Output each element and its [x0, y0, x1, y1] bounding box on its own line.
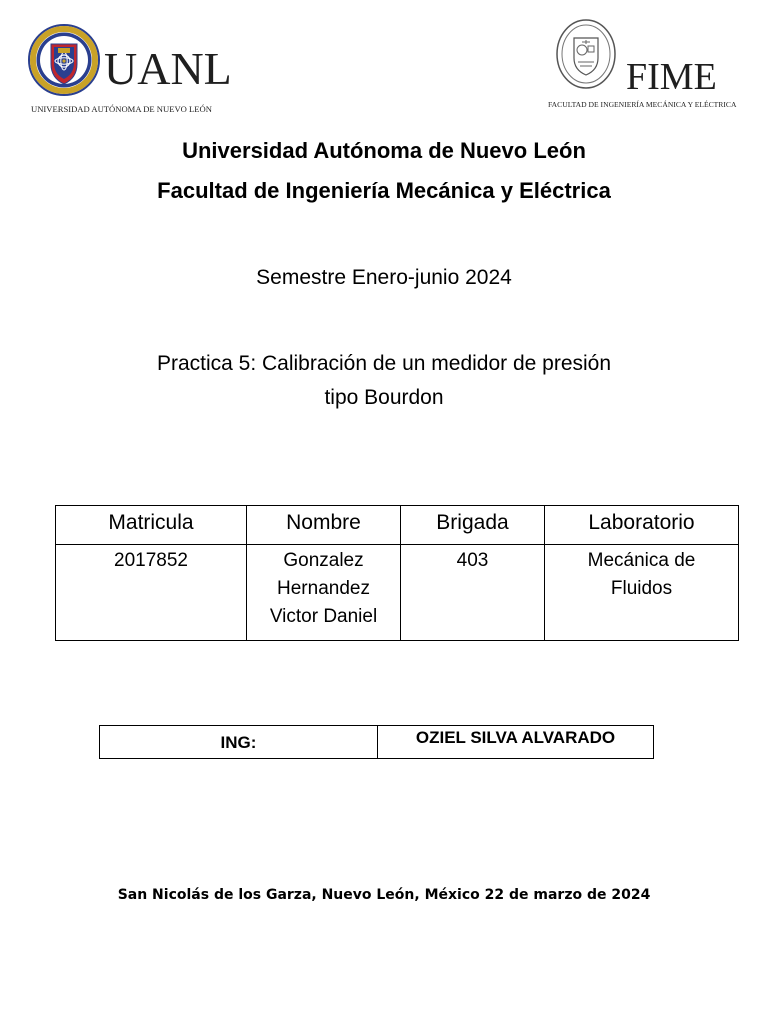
- laboratorio-line-1: Mecánica de: [587, 550, 696, 571]
- laboratorio-line-2: Fluidos: [610, 578, 673, 599]
- table-header-row: [56, 506, 739, 545]
- professor-row: [100, 726, 654, 759]
- semester-text: Semestre Enero-junio 2024: [256, 266, 512, 289]
- practice-title: [94, 347, 674, 415]
- fime-seal-icon: [554, 18, 618, 90]
- uanl-seal-icon: [28, 24, 100, 96]
- uanl-logo: [28, 24, 238, 116]
- header-brigada: Brigada: [401, 506, 545, 545]
- uanl-subtitle: UNIVERSIDAD AUTÓNOMA DE NUEVO LEÓN: [31, 104, 212, 114]
- university-title: Universidad Autónoma de Nuevo León: [182, 138, 586, 163]
- nombre-line-2: Hernandez: [277, 578, 370, 599]
- fime-logo: [546, 18, 736, 114]
- table-row: [56, 545, 739, 641]
- fime-subtitle: FACULTAD DE INGENIERÍA MECÁNICA Y ELÉCTRICA: [548, 100, 737, 109]
- cell-laboratorio: [545, 545, 739, 641]
- cell-brigada: 403: [401, 545, 545, 641]
- fime-wordmark: FIME: [626, 56, 717, 98]
- nombre-line-1: Gonzalez: [283, 550, 364, 571]
- location-date-footer: San Nicolás de los Garza, Nuevo León, México 22 de marzo de 2024: [117, 887, 651, 903]
- faculty-title: Facultad de Ingeniería Mecánica y Eléctrica: [157, 178, 611, 203]
- header-laboratorio: Laboratorio: [545, 506, 739, 545]
- cell-nombre: [247, 545, 401, 641]
- nombre-line-3: Victor Daniel: [269, 606, 378, 627]
- cell-matricula: 2017852: [56, 545, 247, 641]
- student-info-table: [55, 505, 739, 641]
- uanl-wordmark: UANL: [104, 43, 232, 94]
- header-nombre: Nombre: [247, 506, 401, 545]
- header-matricula: Matricula: [56, 506, 247, 545]
- professor-name: OZIEL SILVA ALVARADO: [378, 726, 654, 759]
- practice-title-line-1: Practica 5: Calibración de un medidor de presión: [156, 352, 612, 375]
- professor-label: ING:: [100, 726, 378, 759]
- professor-table: [99, 725, 654, 759]
- practice-title-line-2: tipo Bourdon: [324, 386, 444, 409]
